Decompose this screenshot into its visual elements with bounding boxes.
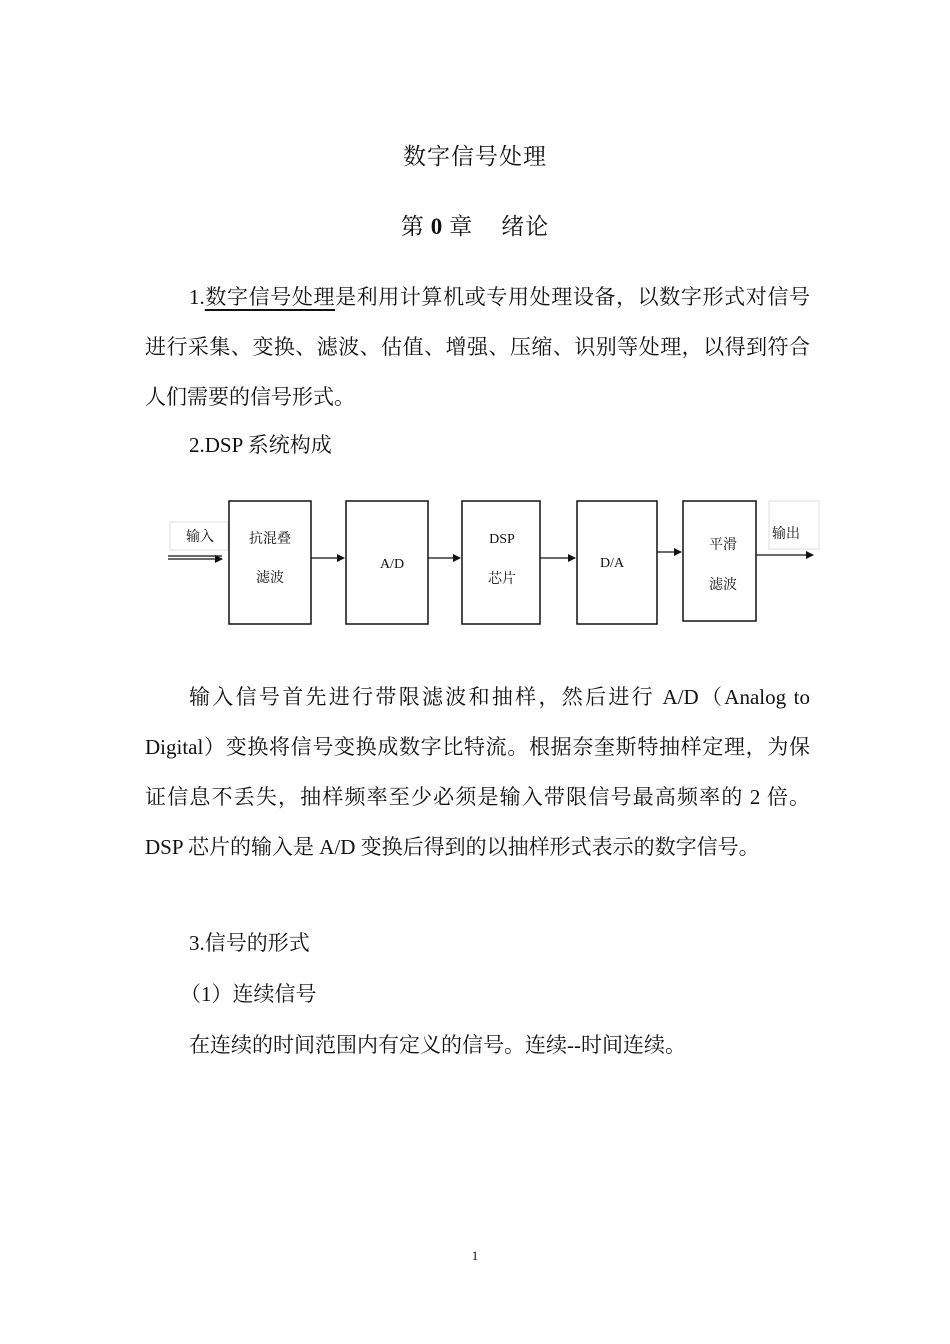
dsp-block-diagram xyxy=(160,490,830,635)
block-smoothing-filter xyxy=(683,501,756,621)
chapter-name: 绪论 xyxy=(501,214,550,239)
block-1-line2: 滤波 xyxy=(256,571,284,586)
chapter-title xyxy=(0,208,950,241)
output-label: 输出 xyxy=(772,527,800,542)
section-heading-signal-forms: 3.信号的形式 xyxy=(189,931,310,955)
underlined-term: 数字信号处理 xyxy=(204,285,336,309)
block-anti-alias-filter xyxy=(229,501,311,624)
paragraph-continuous-signal: 在连续的时间范围内有定义的信号。连续--时间连续。 xyxy=(189,1033,686,1057)
subsection-heading-continuous-signal: （1）连续信号 xyxy=(180,982,317,1006)
document-title: 数字信号处理 xyxy=(403,144,547,169)
chapter-suffix: 章 xyxy=(449,214,474,239)
paragraph-dsp-process: 输入信号首先进行带限滤波和抽样，然后进行 A/D（Analog to Digital）变换将信号变换成数字比特流。根据奈奎斯特抽样定理，为保证信息不丢失，抽样频率至少必须是输入带限信号最高频率的 2 倍。DSP 芯片的输入是 A/D 变换后得到的以抽样形式表示的数字信号。 xyxy=(145,685,810,859)
paragraph-definition xyxy=(145,272,810,422)
block-5-line1: 平滑 xyxy=(709,538,737,553)
block-3-line1: DSP xyxy=(489,532,515,547)
block-5-line2: 滤波 xyxy=(709,578,737,593)
chapter-prefix: 第 xyxy=(400,214,425,239)
block-4-line1: D/A xyxy=(599,556,625,571)
section-heading-dsp-system: 2.DSP 系统构成 xyxy=(189,433,332,457)
block-3-line2: 芯片 xyxy=(488,572,516,587)
paragraph-number: 1. xyxy=(189,285,205,309)
block-1-line1: 抗混叠 xyxy=(249,532,291,547)
paragraph-text: 是利用计算机或专用处理设备，以数字形式对信号进行采集、变换、滤波、估值、增强、压缩、识别等处理，以得到符合人们需要的信号形式。 xyxy=(145,285,810,409)
block-2-line1: A/D xyxy=(379,557,405,572)
input-label: 输入 xyxy=(186,530,214,545)
block-dsp-chip xyxy=(462,501,540,624)
chapter-number: 0 xyxy=(430,214,444,239)
page-number: 1 xyxy=(471,1248,479,1263)
